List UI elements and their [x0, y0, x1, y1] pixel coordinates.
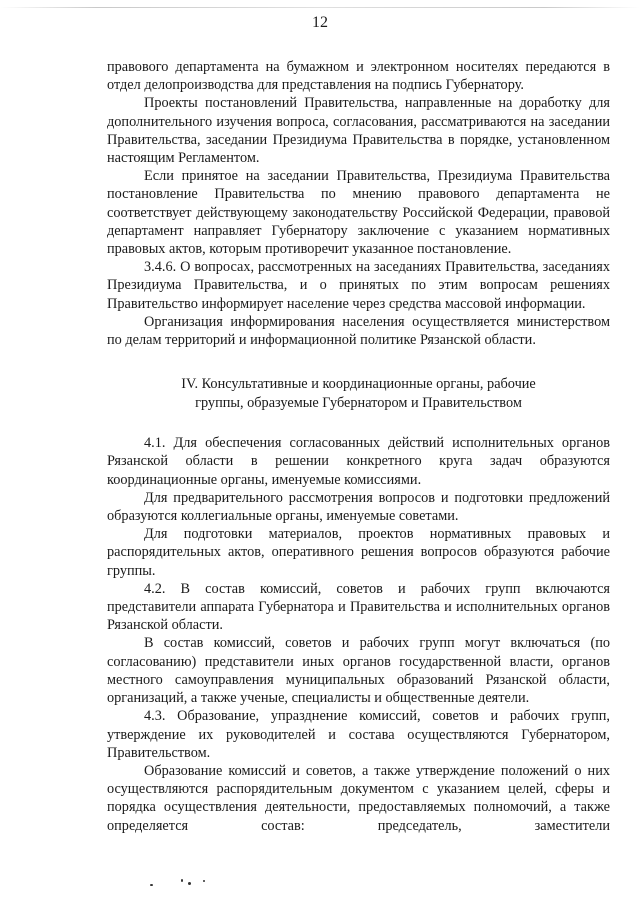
paragraph: Для предварительного рассмотрения вопросов и подготовки предложений образуются коллегиальные органы, именуемые советами.: [107, 489, 610, 525]
paragraph-4-1: 4.1. Для обеспечения согласованных действий исполнительных органов Рязанской области в решении конкретного круга задач образуются координационные органы, именуемые комиссиями.: [107, 435, 610, 488]
top-rule: [0, 7, 640, 8]
paragraph: Если принятое на заседании Правительства, Президиума Правительства постановление Правительства по мнению правового департамента не соответствует действующему законодательству Российской Федерации, правовой департамент направляет Губернатору заключение с указанием нормативных правовых актов, которым противоречит указанное постановление.: [107, 168, 610, 258]
paragraph-3-4-6: 3.4.6. О вопросах, рассмотренных на заседаниях Правительства, заседаниях Президиума Правительства, и о принятых по этим вопросам решениях Правительство информирует население через средства массовой информации.: [107, 259, 610, 312]
paragraph: В состав комиссий, советов и рабочих групп могут включаться (по согласованию) представители иных органов государственной власти, органов местного самоуправления муниципальных образований Рязанской области, организаций, а также ученые, специалисты и общественные деятели.: [107, 635, 610, 707]
paragraph: Организация информирования населения осуществляется министерством по делам территорий и информационной политике Рязанской области.: [107, 313, 610, 349]
paragraph-continuation: правового департамента на бумажном и электронном носителях передаются в отдел делопроизводства для представления на подпись Губернатору.: [107, 59, 610, 94]
paragraph: Для подготовки материалов, проектов нормативных правовых и распорядительных актов, оперативного решения вопросов образуются рабочие группы.: [107, 526, 610, 579]
paragraph: Образование комиссий и советов, а также утверждение положений о них осуществляются распорядительным документом с указанием целей, сферы и порядка осуществления деятельности, предоставляемых полномочий, а также определяется состав: председатель, заместители: [107, 762, 610, 834]
scan-specks: [150, 876, 230, 890]
document-body: [107, 58, 610, 835]
section-heading-line-2: группы, образуемые Губернатором и Правительством: [195, 395, 522, 412]
section-heading: [107, 375, 610, 413]
paragraph-4-3: 4.3. Образование, упразднение комиссий, советов и рабочих групп, утверждение их руководителей и состава осуществляются Губернатором, Правительством.: [107, 708, 610, 761]
paragraph-4-2: 4.2. В состав комиссий, советов и рабочих групп включаются представители аппарата Губернатора и Правительства и исполнительных органов Рязанской области.: [107, 580, 610, 634]
section-heading-line-1: IV. Консультативные и координационные органы, рабочие: [181, 376, 536, 393]
paragraph: Проекты постановлений Правительства, направленные на доработку для дополнительного изучения вопроса, согласования, рассматриваются на заседании Правительства, заседании Президиума Правительства в порядке, установленном настоящим Регламентом.: [107, 95, 610, 167]
page-number: 12: [312, 14, 328, 31]
